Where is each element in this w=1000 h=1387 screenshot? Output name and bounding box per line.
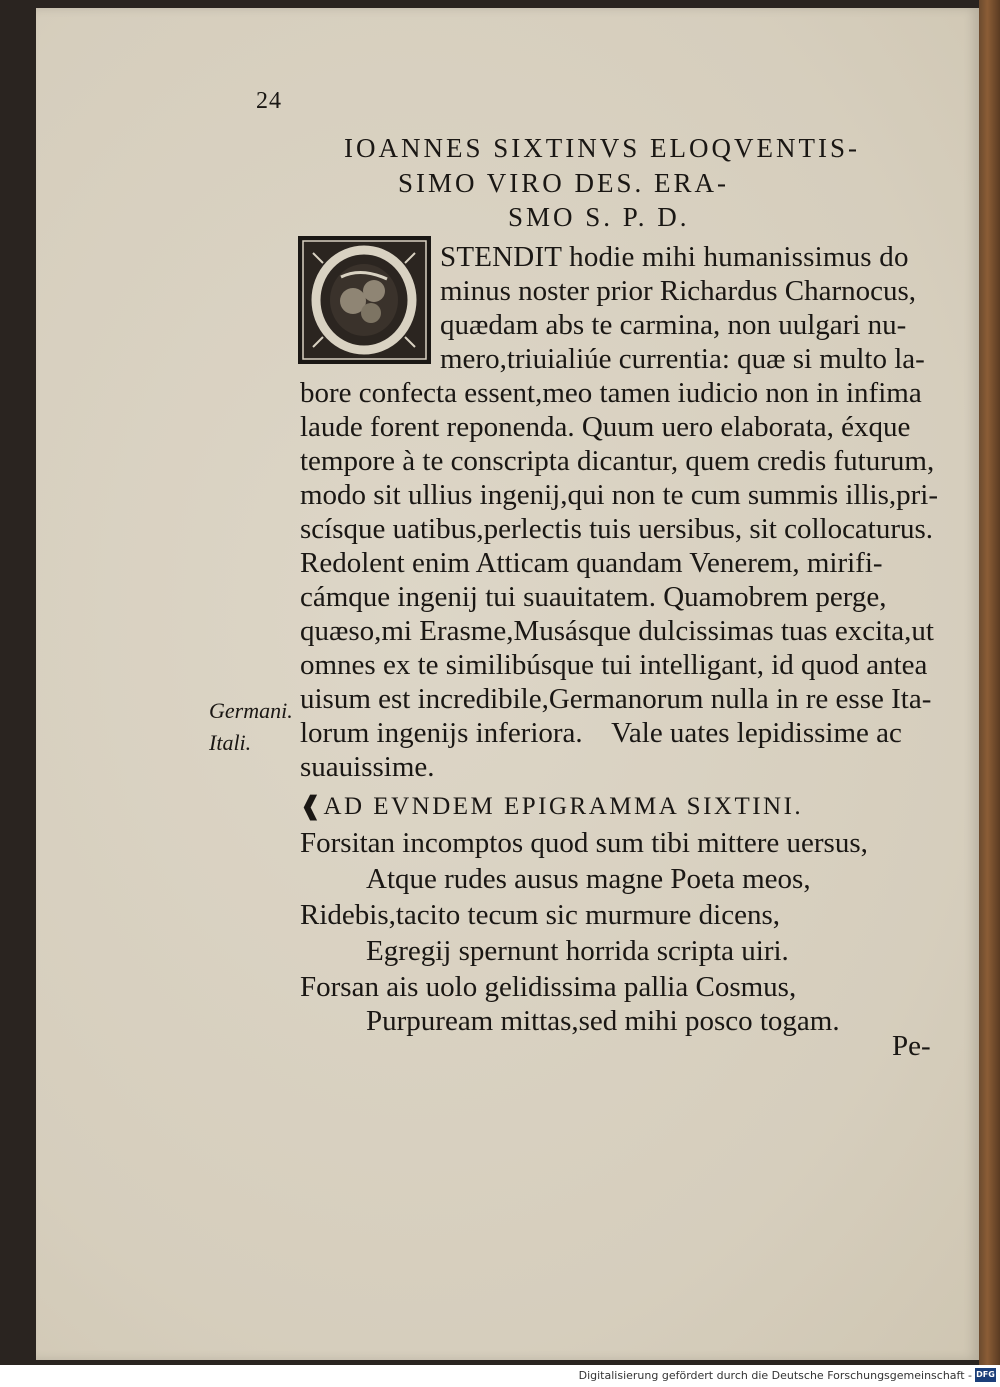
initial-ornament-icon bbox=[301, 239, 428, 361]
epigram-line-2: Atque rudes ausus magne Poeta meos, bbox=[366, 863, 811, 895]
letter-line-3: quædam abs te carmina, non uulgari nu- bbox=[440, 309, 907, 341]
epigram-line-3: Ridebis,tacito tecum sic murmure dicens, bbox=[300, 899, 780, 931]
letter-line-11: cámque ingenij tui suauitatem. Quamobrem perge, bbox=[300, 581, 887, 613]
letter-line-8: modo sit ullius ingenij,qui non te cum summis illis,pri- bbox=[300, 479, 938, 511]
epigram-line-5: Forsan ais uolo gelidissima pallia Cosmus, bbox=[300, 971, 797, 1003]
letter-line-4: mero,triuialiúe currentia: quæ si multo la- bbox=[440, 343, 925, 375]
letter-line-7: tempore à te conscripta dicantur, quem credis futurum, bbox=[300, 445, 935, 477]
epigram-heading-text: AD EVNDEM EPIGRAMMA SIXTINI. bbox=[323, 793, 804, 820]
letter-line-2: minus noster prior Richardus Charnocus, bbox=[440, 275, 917, 307]
letter-line-5: bore confecta essent,meo tamen iudicio non in infima bbox=[300, 377, 922, 409]
footer-credit: Digitalisierung gefördert durch die Deutsche Forschungsgemeinschaft - bbox=[578, 1369, 972, 1382]
page-number: 24 bbox=[256, 88, 282, 114]
margin-note-itali: Itali. bbox=[209, 730, 252, 755]
letter-line-14: uisum est incredibile,Germanorum nulla in re esse Ita- bbox=[300, 683, 932, 715]
letter-line-1: STENDIT hodie mihi humanissimus do bbox=[440, 241, 909, 273]
letter-line-6: laude forent reponenda. Quum uero elaborata, éxque bbox=[300, 411, 911, 443]
title-line-2: SIMO VIRO DES. ERA- bbox=[398, 168, 730, 198]
footer-bar bbox=[0, 1365, 1000, 1387]
title-line-1: IOANNES SIXTINVS ELOQVENTIS- bbox=[344, 133, 860, 163]
epigram-line-1: Forsitan incomptos quod sum tibi mittere uersus, bbox=[300, 827, 868, 859]
letter-line-16: suauissime. bbox=[300, 751, 435, 783]
letter-line-15: lorum ingenijs inferiora. Vale uates lepidissime ac bbox=[300, 717, 902, 749]
margin-note-germani: Germani. bbox=[209, 698, 293, 723]
letter-line-13: omnes ex te similibúsque tui intelligant, id quod antea bbox=[300, 649, 928, 681]
epigram-line-4: Egregij spernunt horrida scripta uiri. bbox=[366, 935, 789, 967]
epigram-line-6: Purpuream mittas,sed mihi posco togam. bbox=[366, 1005, 840, 1037]
epigram-heading bbox=[300, 790, 803, 824]
letter-line-10: Redolent enim Atticam quandam Venerem, mirifi- bbox=[300, 547, 883, 579]
book-binding-edge bbox=[979, 0, 1000, 1365]
title-line-3: SMO S. P. D. bbox=[508, 202, 690, 232]
letter-line-9: scísque uatibus,perlectis tuis uersibus, sit collocaturus. bbox=[300, 513, 934, 545]
dfg-logo-icon: DFG bbox=[975, 1368, 996, 1382]
letter-line-12: quæso,mi Erasme,Musásque dulcissimas tuas excita,ut bbox=[300, 615, 934, 647]
catchword: Pe- bbox=[892, 1030, 931, 1062]
pilcrow-icon: ❰ bbox=[300, 793, 324, 820]
decorated-initial-o bbox=[298, 236, 431, 364]
